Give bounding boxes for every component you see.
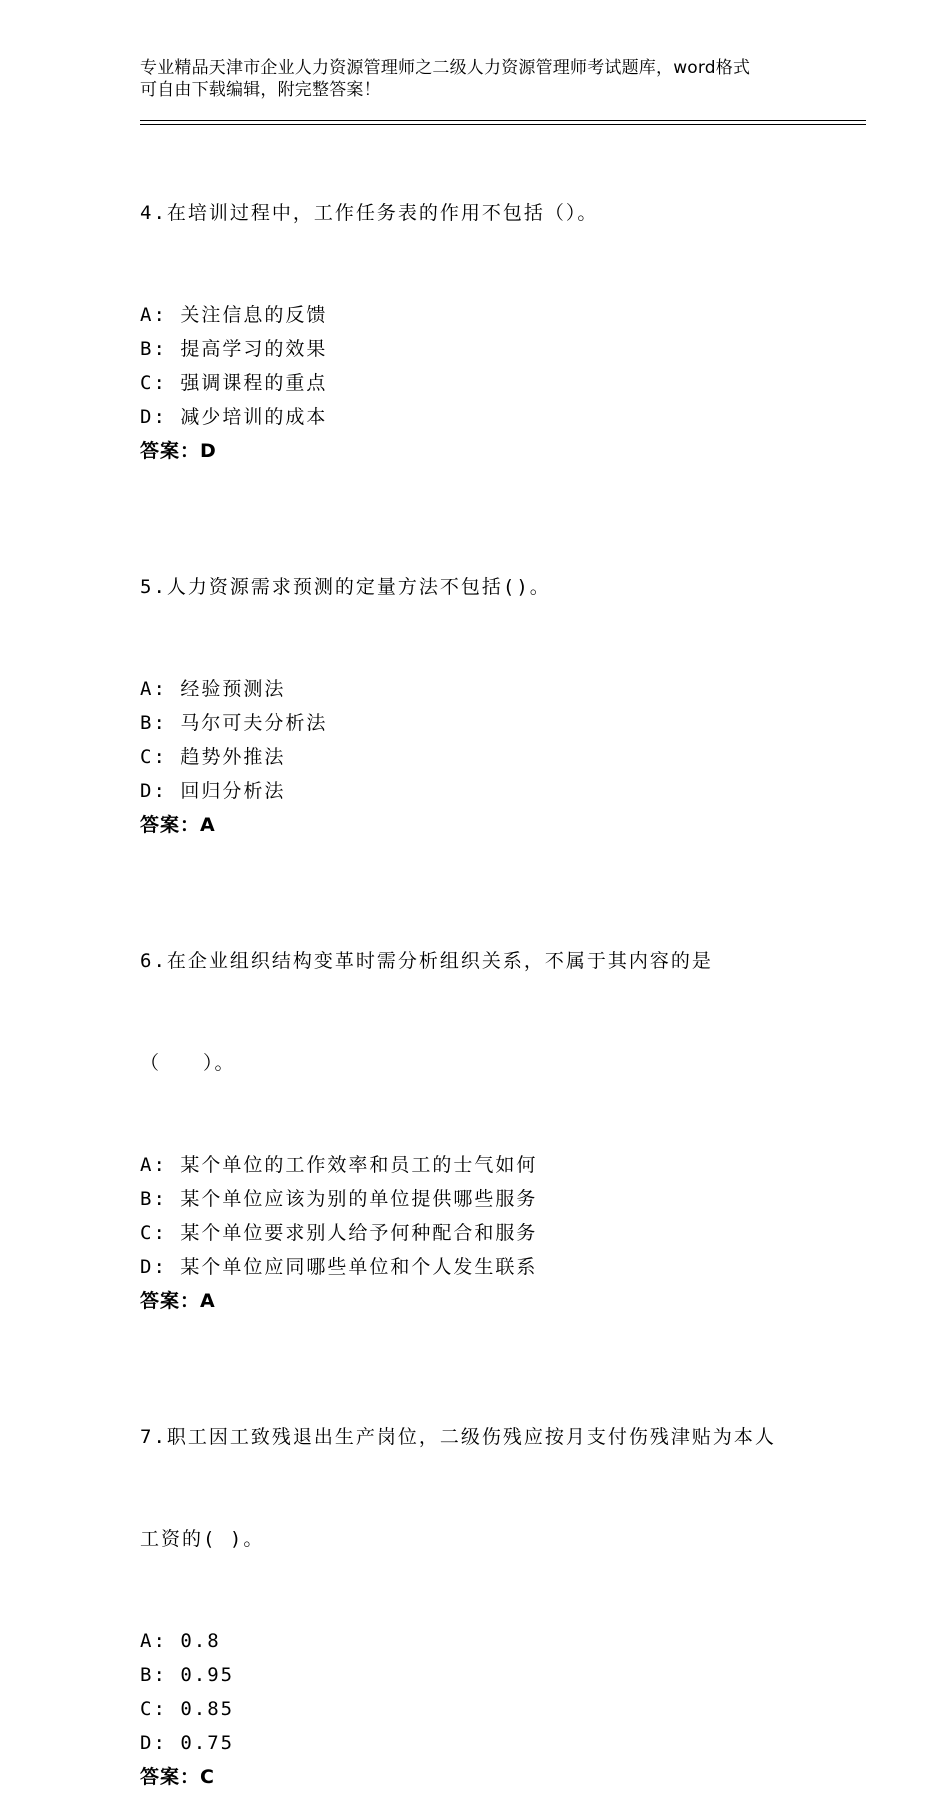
option-d: D: 0.75 xyxy=(140,1732,235,1754)
question-stem-line: 6.在企业组织结构变革时需分析组织关系，不属于其内容的是 xyxy=(140,950,713,972)
option-b: B: 提高学习的效果 xyxy=(140,338,328,360)
answer-label: 答案：D xyxy=(140,440,217,462)
header-title-line-1: 专业精品天津市企业人力资源管理师之二级人力资源管理师考试题库，word格式 xyxy=(140,58,751,78)
question-stem-line: （ ）。 xyxy=(140,1052,236,1074)
question-stem xyxy=(140,1352,840,1624)
option-a: A: 关注信息的反馈 xyxy=(140,304,328,326)
option-b: B: 马尔可夫分析法 xyxy=(140,712,328,734)
question-stem xyxy=(140,128,840,298)
option-c: C: 某个单位要求别人给予何种配合和服务 xyxy=(140,1222,538,1244)
option-d: D: 回归分析法 xyxy=(140,780,286,802)
question-6 xyxy=(140,876,840,1318)
question-stem-line: 工资的( )。 xyxy=(140,1528,265,1550)
answer-label: 答案：A xyxy=(140,1290,216,1312)
header-divider-bottom xyxy=(140,124,866,125)
question-stem xyxy=(140,502,840,672)
document-header xyxy=(140,57,830,101)
question-stem-line: 4.在培训过程中，工作任务表的作用不包括（）。 xyxy=(140,202,599,224)
header-divider-top xyxy=(140,120,866,121)
question-stem-line: 7.职工因工致残退出生产岗位，二级伤残应按月支付伤残津贴为本人 xyxy=(140,1426,776,1448)
question-7 xyxy=(140,1352,840,1794)
header-title-line-2: 可自由下载编辑，附完整答案！ xyxy=(140,80,381,100)
option-c: C: 强调课程的重点 xyxy=(140,372,328,394)
option-b: B: 某个单位应该为别的单位提供哪些服务 xyxy=(140,1188,538,1210)
option-a: A: 经验预测法 xyxy=(140,678,286,700)
option-a: A: 0.8 xyxy=(140,1630,221,1652)
option-d: D: 某个单位应同哪些单位和个人发生联系 xyxy=(140,1256,538,1278)
option-d: D: 减少培训的成本 xyxy=(140,406,328,428)
answer-label: 答案：A xyxy=(140,814,216,836)
question-5 xyxy=(140,502,840,842)
question-list xyxy=(140,128,840,1794)
answer-label: 答案：C xyxy=(140,1766,215,1788)
option-c: C: 趋势外推法 xyxy=(140,746,286,768)
question-stem-line: 5.人力资源需求预测的定量方法不包括()。 xyxy=(140,576,551,598)
question-4 xyxy=(140,128,840,468)
option-a: A: 某个单位的工作效率和员工的士气如何 xyxy=(140,1154,538,1176)
question-stem xyxy=(140,876,840,1148)
option-b: B: 0.95 xyxy=(140,1664,235,1686)
option-c: C: 0.85 xyxy=(140,1698,235,1720)
